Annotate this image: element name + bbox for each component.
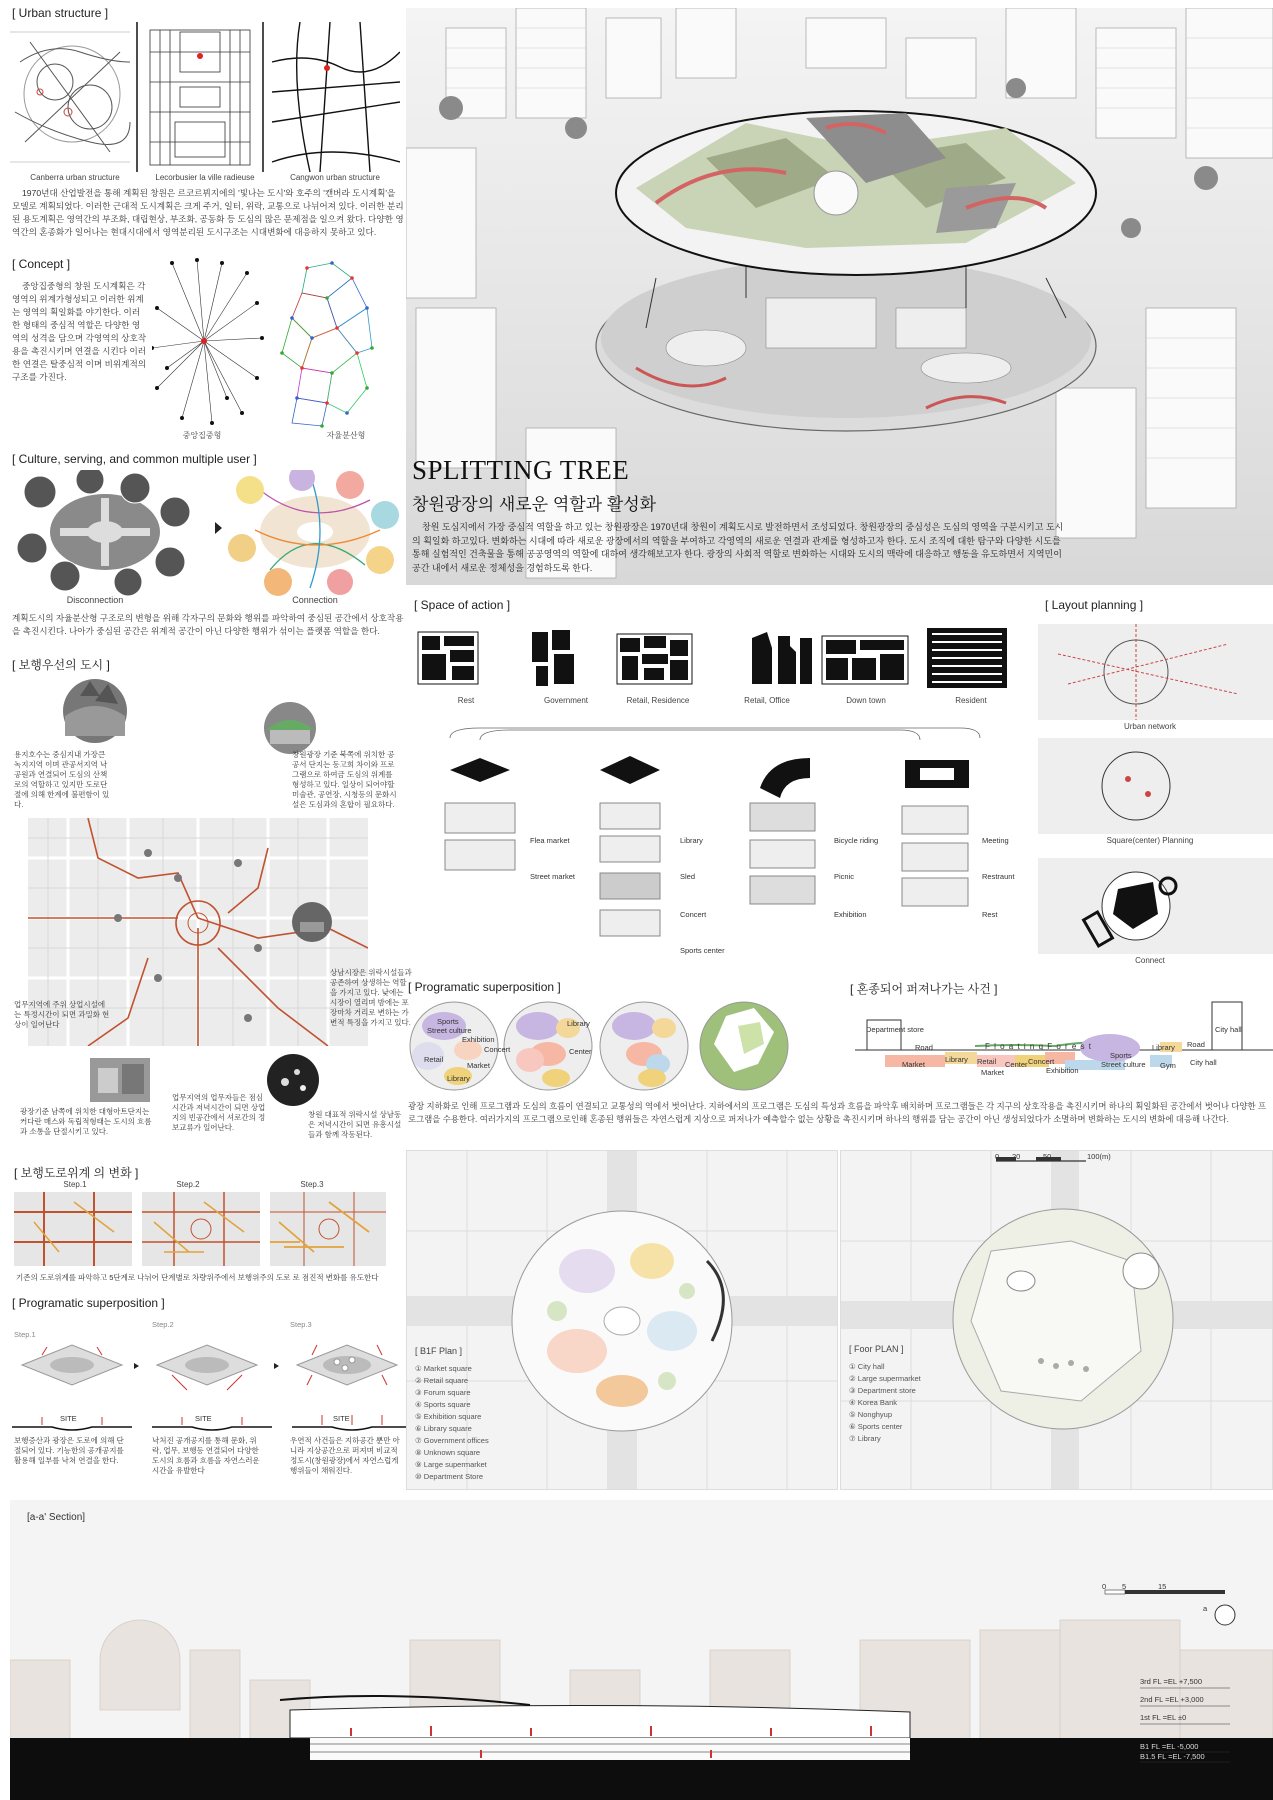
section-drawing — [10, 1500, 1273, 1800]
b1f-item-6: ⑥ Library square — [415, 1424, 472, 1433]
floor-title: [ Foor PLAN ] — [849, 1344, 904, 1354]
concept-heading: [ Concept ] — [12, 257, 71, 271]
ville-radieuse-map — [150, 30, 250, 165]
connection-diagram — [228, 470, 399, 596]
prog-label-library: Library — [447, 1074, 470, 1083]
map-government — [532, 630, 574, 686]
layout-heading: [ Layout planning ] — [1045, 598, 1144, 612]
hybrid-heading: [ 혼종되어 퍼져나가는 사건 ] — [850, 982, 998, 996]
note-business: 업무지역에 주위 상업시설에는 특정시간이 되면 과밀화 현상이 일어난다 — [14, 1000, 110, 1029]
site-sections — [12, 1427, 407, 1430]
floor-plan-drawing — [841, 1151, 1273, 1490]
activity-rest: Rest — [982, 910, 998, 919]
label-centralized: 중앙집중형 — [182, 431, 222, 440]
hybrid-floating-forest: F l o a t i n g F o r e s t — [985, 1042, 1093, 1051]
b1f-item-3: ③ Forum square — [415, 1388, 471, 1397]
section-level-b1: B1 FL =EL -5,000 — [1140, 1742, 1199, 1751]
road-step-2-map — [142, 1192, 260, 1266]
hybrid-city-hall-low: City hall — [1190, 1058, 1217, 1067]
activity-group-2 — [600, 756, 660, 936]
activity-group-4 — [902, 760, 969, 906]
road-step-2: Step.2 — [176, 1180, 200, 1189]
culture-text: 계획도시의 자율분산형 구조로의 변형을 위해 각자구의 문화와 행위를 파악하여 중심된 공간에서 상호작용을 촉진시킨다. 나아가 중심된 공간은 위계적 공간이 아닌 다양한 행위가 섞이는 플랫폼 역할을 한다. — [12, 613, 404, 636]
concept-text: 중앙집중형의 창원 도시계획은 각영역의 위계가형성되고 이러한 위계는 영역의 획일화를 야기한다. 이러한 형태의 중심적 역할은 다양한 영역의 성격을 담으며 각영역의 상호작용을 촉진시키며 연결을 시킨다 이러한 연결은 탈중심적 이며 비위계적의 구조를 가진다. — [12, 281, 147, 382]
activity-sports-center: Sports center — [680, 946, 725, 955]
hybrid-library-1: Library — [945, 1055, 968, 1064]
photo-night — [265, 1052, 321, 1108]
culture-diagrams — [10, 470, 402, 596]
photo-lake — [60, 676, 130, 746]
prog-left-text-3: 우연적 사건들은 지하공간 뿐만 아니라 지상공간으로 퍼져며 비교적정도시(창원광장)에서 자연스럽게 행위들이 채워진다. — [290, 1436, 400, 1475]
floor-item-6: ⑥ Sports center — [849, 1422, 903, 1431]
road-change-heading: [ 보행도로위계 의 변화 ] — [14, 1166, 139, 1180]
note-sangnam: 상남시장은 위락시설들과 공존하여 상생하는 역할을 가지고 있다. 낮에는 시장이 열리며 밤에는 포장마차 거리로 변하는 가변적 특징을 가지고 있다. — [330, 968, 412, 1027]
activity-restraunt: Restraunt — [982, 872, 1015, 881]
note-government: 창원광장 기준 북쪽에 위치한 공공서 단지는 동고희 차이와 프로그램으로 하여금 도심의 위계를 형성하고 있다. 일상이 되어야할 미술관, 공연장, 시청등의 문화시설은 도심과의 혼합이 필요하다. — [292, 750, 397, 809]
prog-step-3 — [297, 1345, 397, 1385]
b1f-item-10: ⑩ Department Store — [415, 1472, 484, 1481]
prog-mid-text: 광장 지하화로 인해 프로그램과 도심의 흐름이 연결되고 교통성의 역에서 벗어난다. 지하에서의 프로그램은 도심의 특성과 흐름을 파악후 배치하며 프로그램들은 각 지구의 상호작용을 촉진시키며 하나의 획일화된 공간에서 벗어나 다양한 프로그램을 수용한다. 여러가지의 프로그램으로인해 혼종된 행위들은 자연스럽게 지상으로 퍼저나가 예측할수 없는 상황을 촉진시키며 하나의 행위를 담는 공간이 아닌 생성되었다가 소멸하며 변화하는 도시의 변화에 대응해 나간다. — [408, 1101, 1266, 1124]
activity-sled: Sled — [680, 872, 696, 881]
road-step-1: Step.1 — [63, 1180, 87, 1189]
photo-art — [90, 1058, 150, 1102]
hybrid-city-hall-top: City hall — [1215, 1025, 1242, 1034]
prog-step-2 — [157, 1345, 257, 1390]
floor-item-5: ⑤ Nonghyup — [849, 1410, 893, 1419]
prog-label-sports: Sports — [437, 1017, 459, 1026]
hybrid-market-2: Market — [981, 1068, 1004, 1077]
section-scale-15: 15 — [1158, 1582, 1167, 1591]
prog-label-center: Center — [569, 1047, 592, 1056]
prog-mid-diagrams — [408, 998, 828, 1094]
map-resident — [927, 628, 1007, 688]
activity-exhibition: Exhibition — [834, 910, 867, 919]
prog-left-step-2: Step.2 — [152, 1320, 174, 1329]
superposition-3 — [600, 1002, 688, 1090]
note-nightlife: 창원 대표적 위락시설 상남동은 저녁시간이 되면 유흥시설들과 함께 작동된다. — [308, 1110, 402, 1139]
activities-diagram — [440, 718, 1000, 958]
floor-item-1: ① City hall — [849, 1362, 885, 1371]
hybrid-exhibition: Exhibition — [1046, 1066, 1079, 1075]
caption-changwon: Cangwon urban structure — [290, 173, 380, 182]
road-step-3: Step.3 — [300, 1180, 324, 1189]
activity-library: Library — [680, 836, 703, 845]
caption-canberra: Canberra urban structure — [30, 173, 120, 182]
road-change-text: 기존의 도로위계를 파악하고 5단계로 나뉘어 단계별로 차량위주에서 보행위주의 도로 로 점진적 변화를 유도한다 — [16, 1273, 379, 1282]
section-scale-0: 0 — [1102, 1582, 1107, 1591]
map-retail-office — [752, 632, 812, 684]
floor-item-2: ② Large supermarket — [849, 1374, 921, 1383]
prog-left-text-1: 보행증산과 광장은 도로에 의해 단절되어 있다. 기능한의 공개공지를 활용해 일부를 낙쳐 연결을 한다. — [14, 1436, 124, 1465]
floor-scale-0: 0 — [995, 1152, 1000, 1161]
type-downtown: Down town — [846, 696, 886, 705]
prog-left-step-1: Step.1 — [14, 1330, 36, 1339]
section-level-2f: 2nd FL =EL +3,000 — [1140, 1695, 1204, 1704]
b1f-item-7: ⑦ Government offices — [415, 1436, 489, 1445]
site-label-1: SITE — [60, 1414, 77, 1423]
prog-label-street-culture: Street culture — [427, 1026, 472, 1035]
prog-label-exhibition: Exhibition — [462, 1035, 495, 1044]
hero-text: 창원 도심지에서 가장 중심적 역할을 하고 있는 창원광장은 1970년대 창원이 계획도시로 발전하면서 조성되었다. 창원광장의 중심성은 도심의 영역을 구분시키고 도시의 획일화 하고있다. 변화하는 시대에 따라 새로운 광장에서의 역할을 부여하고 각영역의 새로운 연결과 관계를 형성하고자 한다. 도시 조직에 대한 탐구와 다양한 시도를 통해 실험적인 건축물을 통해 공공영역의 역할에 대하여 생각해보고자 한다. 광장의 사회적 역할로 변화하는 시대와 도시의 맥락에 대응하고 행동을 유도하면서 지역민이 공간 내에서 새로운 정체성을 경험하도록 한다. — [412, 522, 1064, 573]
hybrid-gym: Gym — [1160, 1061, 1176, 1070]
b1f-item-2: ② Retail square — [415, 1376, 468, 1385]
space-action-heading: [ Space of action ] — [414, 598, 511, 612]
floor-item-7: ⑦ Library — [849, 1434, 881, 1443]
hybrid-center: Center — [1005, 1060, 1028, 1069]
b1f-title: [ B1F Plan ] — [415, 1346, 463, 1356]
prog-label-concert: Concert — [484, 1045, 511, 1054]
b1f-item-5: ⑤ Exhibition square — [415, 1412, 482, 1421]
hybrid-street-culture: Street culture — [1101, 1060, 1146, 1069]
concept-diagrams — [152, 258, 402, 428]
type-retail-office: Retail, Office — [744, 696, 790, 705]
floor-item-4: ④ Korea Bank — [849, 1398, 897, 1407]
hybrid-library-2: Library — [1152, 1043, 1175, 1052]
layout-caption-connect: Connect — [1135, 956, 1165, 965]
road-step-1-map — [14, 1192, 132, 1266]
label-decentralized: 자율분산형 — [326, 431, 366, 440]
prog-left-heading: [ Programatic superposition ] — [12, 1296, 165, 1310]
site-label-3: SITE — [333, 1414, 350, 1423]
activity-group-3 — [750, 758, 815, 904]
activity-street-market: Street market — [530, 872, 576, 881]
layout-caption-square-planning: Square(center) Planning — [1106, 836, 1194, 845]
superposition-2 — [504, 1002, 592, 1090]
b1f-item-8: ⑧ Unknown square — [415, 1448, 481, 1457]
section-heading: [a-a' Section] — [27, 1512, 86, 1523]
hero-title: SPLITTING TREE — [412, 455, 630, 485]
caption-lecorbusier: Lecorbusier la ville radieuse — [155, 173, 255, 182]
pedestrian-heading: [ 보행우선의 도시 ] — [12, 658, 110, 672]
floor-scale-100: 100(m) — [1087, 1152, 1111, 1161]
layout-diagrams — [1038, 624, 1273, 960]
b1f-item-4: ④ Sports square — [415, 1400, 471, 1409]
b1f-item-1: ① Market square — [415, 1364, 472, 1373]
activity-group-1 — [445, 758, 515, 870]
floor-plan — [840, 1150, 1273, 1490]
floor-scale-20: 20 — [1012, 1152, 1021, 1161]
photo-government — [262, 700, 318, 756]
prog-step-1 — [22, 1345, 122, 1385]
section-level-1f: 1st FL =EL ±0 — [1140, 1713, 1187, 1722]
type-retail-residence: Retail, Residence — [626, 696, 690, 705]
culture-heading: [ Culture, serving, and common multiple user ] — [12, 452, 257, 466]
connect-plan — [1038, 858, 1273, 954]
prog-left-text-2: 낙처진 공개공지를 통해 문화, 위락, 업무, 보행등 연결되어 다양한 도시의 흐름과 흐름을 자연스러운 시간을 유발한다 — [152, 1436, 260, 1475]
site-label-2: SITE — [195, 1414, 212, 1423]
hybrid-retail: Retail — [977, 1057, 997, 1066]
activity-meeting: Meeting — [982, 836, 1009, 845]
disconnection-diagram — [17, 470, 190, 596]
section-scale-5: 5 — [1122, 1582, 1127, 1591]
prog-left-step-3: Step.3 — [290, 1320, 312, 1329]
photo-market — [290, 900, 334, 944]
map-retail-residence — [617, 634, 692, 684]
prog-label-retail: Retail — [424, 1055, 444, 1064]
urban-structure-text: 1970년대 산업발전을 통해 계획된 창원은 르코르뷔지에의 '빛나는 도시'와 호주의 '캔버라 도시계획'을 모델로 계획되었다. 이러한 근대적 도시계획은 크게 주거, 일터, 위락, 교통으로 나뉘어져 있다. 이러한 분리된 용도계획은 영역간의 부조화, 대립현상, 부조화, 공동화 등 도심의 많은 문제점을 일으켜 왔다. 다양한 영역간의 혼종화가 일어나는 현대시대에서 영역분리된 도시구조는 시대변화에 대응하지 못하고 있다. — [12, 188, 404, 237]
space-action-maps — [412, 628, 1012, 694]
hero-subtitle: 창원광장의 새로운 역할과 활성화 — [412, 495, 657, 514]
hybrid-sports: Sports — [1110, 1051, 1132, 1060]
section-level-b15: B1.5 FL =EL -7,500 — [1140, 1752, 1205, 1761]
road-step-3-map — [270, 1192, 386, 1266]
activity-picnic: Picnic — [834, 872, 855, 881]
prog-mid-heading: [ Programatic superposition ] — [408, 980, 561, 994]
label-connection: Connection — [292, 595, 338, 605]
type-government: Government — [543, 696, 589, 705]
hybrid-market: Market — [902, 1060, 925, 1069]
activity-concert: Concert — [680, 910, 707, 919]
changwon-map — [272, 22, 400, 172]
note-artcenter: 광장기준 남쪽에 위치한 대형아트단지는 커다란 매스와 독립적형태는 도시의 흐름과 소통을 단절시키고 있다. — [20, 1107, 152, 1136]
floor-scale-50: 50 — [1043, 1152, 1052, 1161]
urban-structure-heading: [ Urban structure ] — [12, 6, 109, 20]
map-rest — [418, 632, 478, 684]
map-downtown — [822, 636, 908, 684]
activity-bicycle: Bicycle riding — [834, 836, 879, 845]
activity-flea-market: Flea market — [530, 836, 570, 845]
note-lake: 용지호수는 중심지내 가장큰 녹지지역 이며 관공서지역 낙 공원과 연결되어 도심의 산책로의 역할하고 있지만 도로단절에 의해 한계에 불편함이 있다. — [14, 750, 110, 809]
type-resident: Resident — [955, 696, 987, 705]
hybrid-road-1: Road — [915, 1043, 933, 1052]
urban-structure-diagrams — [10, 22, 400, 184]
section-panel — [10, 1500, 1273, 1800]
prog-label-library-top: Library — [567, 1019, 590, 1028]
note-office-workers: 업무지역의 업무자들은 점심시간과 저녁시간이 되면 상업지의 빈공간에서 셔로간의 정보교류가 일어난다. — [172, 1093, 266, 1132]
superposition-4 — [700, 1002, 788, 1090]
layout-caption-urban-network: Urban network — [1123, 722, 1177, 731]
centralized-diagram — [152, 260, 262, 423]
hybrid-department-store: Department store — [866, 1025, 924, 1034]
section-level-3f: 3rd FL =EL +7,500 — [1140, 1677, 1202, 1686]
label-disconnection: Disconnection — [66, 595, 124, 605]
arrow-right-icon — [215, 522, 222, 534]
prog-label-market: Market — [467, 1061, 490, 1070]
b1f-item-9: ⑨ Large supermarket — [415, 1460, 487, 1469]
floor-item-3: ③ Department store — [849, 1386, 916, 1395]
canberra-map — [10, 32, 130, 162]
hybrid-road-2: Road — [1187, 1040, 1205, 1049]
section-marker: a — [1203, 1604, 1208, 1613]
hybrid-concert: Concert — [1028, 1057, 1055, 1066]
urban-network-plan — [1038, 624, 1273, 720]
road-change-maps — [14, 1192, 386, 1266]
type-rest: Rest — [457, 696, 475, 705]
square-planning-plan — [1038, 738, 1273, 834]
